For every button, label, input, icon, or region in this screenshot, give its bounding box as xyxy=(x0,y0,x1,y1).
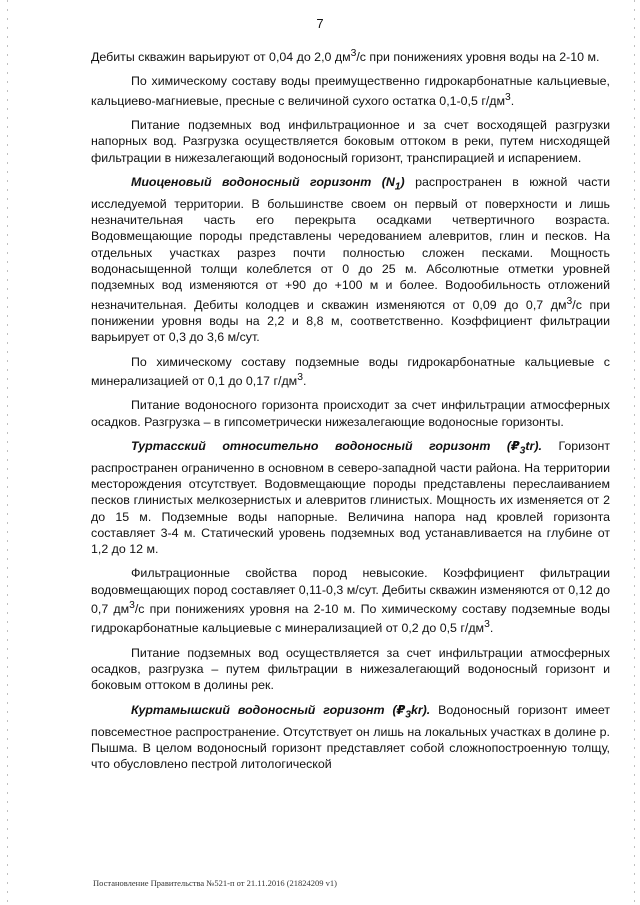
paragraph-turtas-recharge: Питание подземных вод осуществляется за счет инфильтрации атмосферных осадков, разгрузка – путем фильтрации в нижезалегающий водоносный горизонт и боковым оттоком в долины рек. xyxy=(91,645,610,693)
paragraph-recharge: Питание подземных вод инфильтрационное и за счет восходящей разгрузки напорных вод. Разгрузка осуществляется боковым оттоком в реки, путем нисходящей фильтрации в нижезалегающий водоносный горизонт, транспирацией и испарением. xyxy=(91,118,610,165)
paragraph-chemical-composition: По химическому составу воды преимущественно гидрокарбонатные кальциевые, кальциево-магниевые, пресные с величиной сухого остатка 0,1-0,5 $г/дм^3$. xyxy=(91,74,610,108)
document-body xyxy=(91,46,610,780)
scan-edge-left xyxy=(7,0,8,905)
paragraph-turtas-filtration: Фильтрационные свойства пород невысокие. Коэффициент фильтрации водовмещающих пород составляет 0,11-0,3 м/сут. Дебиты скважин изменяются от 0,12 до 0,7 $дм^3/с$ при понижениях уровня на 2-10 м. По химическому составу подземные воды гидрокарбонатные кальциевые с минерализацией от 0,2 до 0,5 $г/дм^3$. xyxy=(91,566,611,636)
paragraph-miocene-chemistry: По химическому составу подземные воды гидрокарбонатные кальциевые с минерализацией от 0,1 до 0,17 $г/дм^3$. xyxy=(91,354,610,389)
section-heading-turtas: Туртасский относительно водоносный горизонт $(₽_3tr)$. xyxy=(131,438,542,457)
paragraph-miocene-recharge: Питание водоносного горизонта происходит за счет инфильтрации атмосферных осадков. Разгрузка – в гипсометрически нижезалегающие водоносные горизонты. xyxy=(91,398,610,429)
page-number: 7 xyxy=(316,16,324,31)
scan-edge-right xyxy=(634,0,635,905)
paragraph-kurtamysh-aquifer: Куртамышский водоносный горизонт $(₽_3kr)$. Водоносный горизонт имеет повсеместное распространение. Отсутствует он лишь на локальных участках в долине р. Пышма. В целом водоносный горизонт представляет собой сложнопостроенную толщу, что обусловлено пестрой литологической xyxy=(91,702,610,772)
paragraph-turtas-aquifer: Туртасский относительно водоносный горизонт $(₽_3tr)$. Горизонт распространен ограниченно в основном в северо-западной части района. На территории месторождения отсутствует. Водовмещающие породы представлены переслаиванием песков глинистых мелкозернистых и алевритов глинистых. Мощность их изменяется от 2 до 15 м. Подземные воды напорные. Величина напора над кровлей горизонта составляет 3-4 м. Статический уровень подземных вод устанавливается на глубине от 1,2 до 12 м. xyxy=(91,438,610,557)
paragraph-well-yields: Дебиты скважин варьируют от 0,04 до 2,0 $дм^3/с$ при понижениях уровня воды на 2-10 м. xyxy=(91,48,600,65)
document-footer: Постановление Правительства №521-п от 21.11.2016 (21824209 v1) xyxy=(93,878,337,888)
section-heading-miocene: Миоценовый водоносный горизонт $(N_1)$ xyxy=(131,175,405,193)
paragraph-miocene-aquifer: Миоценовый водоносный горизонт $(N_1)$ распространен в южной части исследуемой территории. В большинстве своем он первый от поверхности и лишь незначительная часть его перекрыта осадками четвертичного возраста. Водовмещающие породы представлены чередованием алевритов, глин и песков. На отдельных участках разрез почти полностью сложен песками. Мощность водонасыщенной толщи колеблется от 0 до 25 м. Абсолютные отметки уровней подземных вод изменяются от +90 до +100 м и более. Водообильность отложений незначительная. Дебиты колодцев и скважин изменяются от 0,09 до 0,7 $дм^3/с$ при понижении уровня воды на 2,2 и 8,8 м, соответственно. Коэффициент фильтрации варьирует от 0,3 до 3,6 м/сут. xyxy=(91,175,611,345)
section-heading-kurtamysh: Куртамышский водоносный горизонт $(₽_3kr)$. xyxy=(131,702,431,721)
